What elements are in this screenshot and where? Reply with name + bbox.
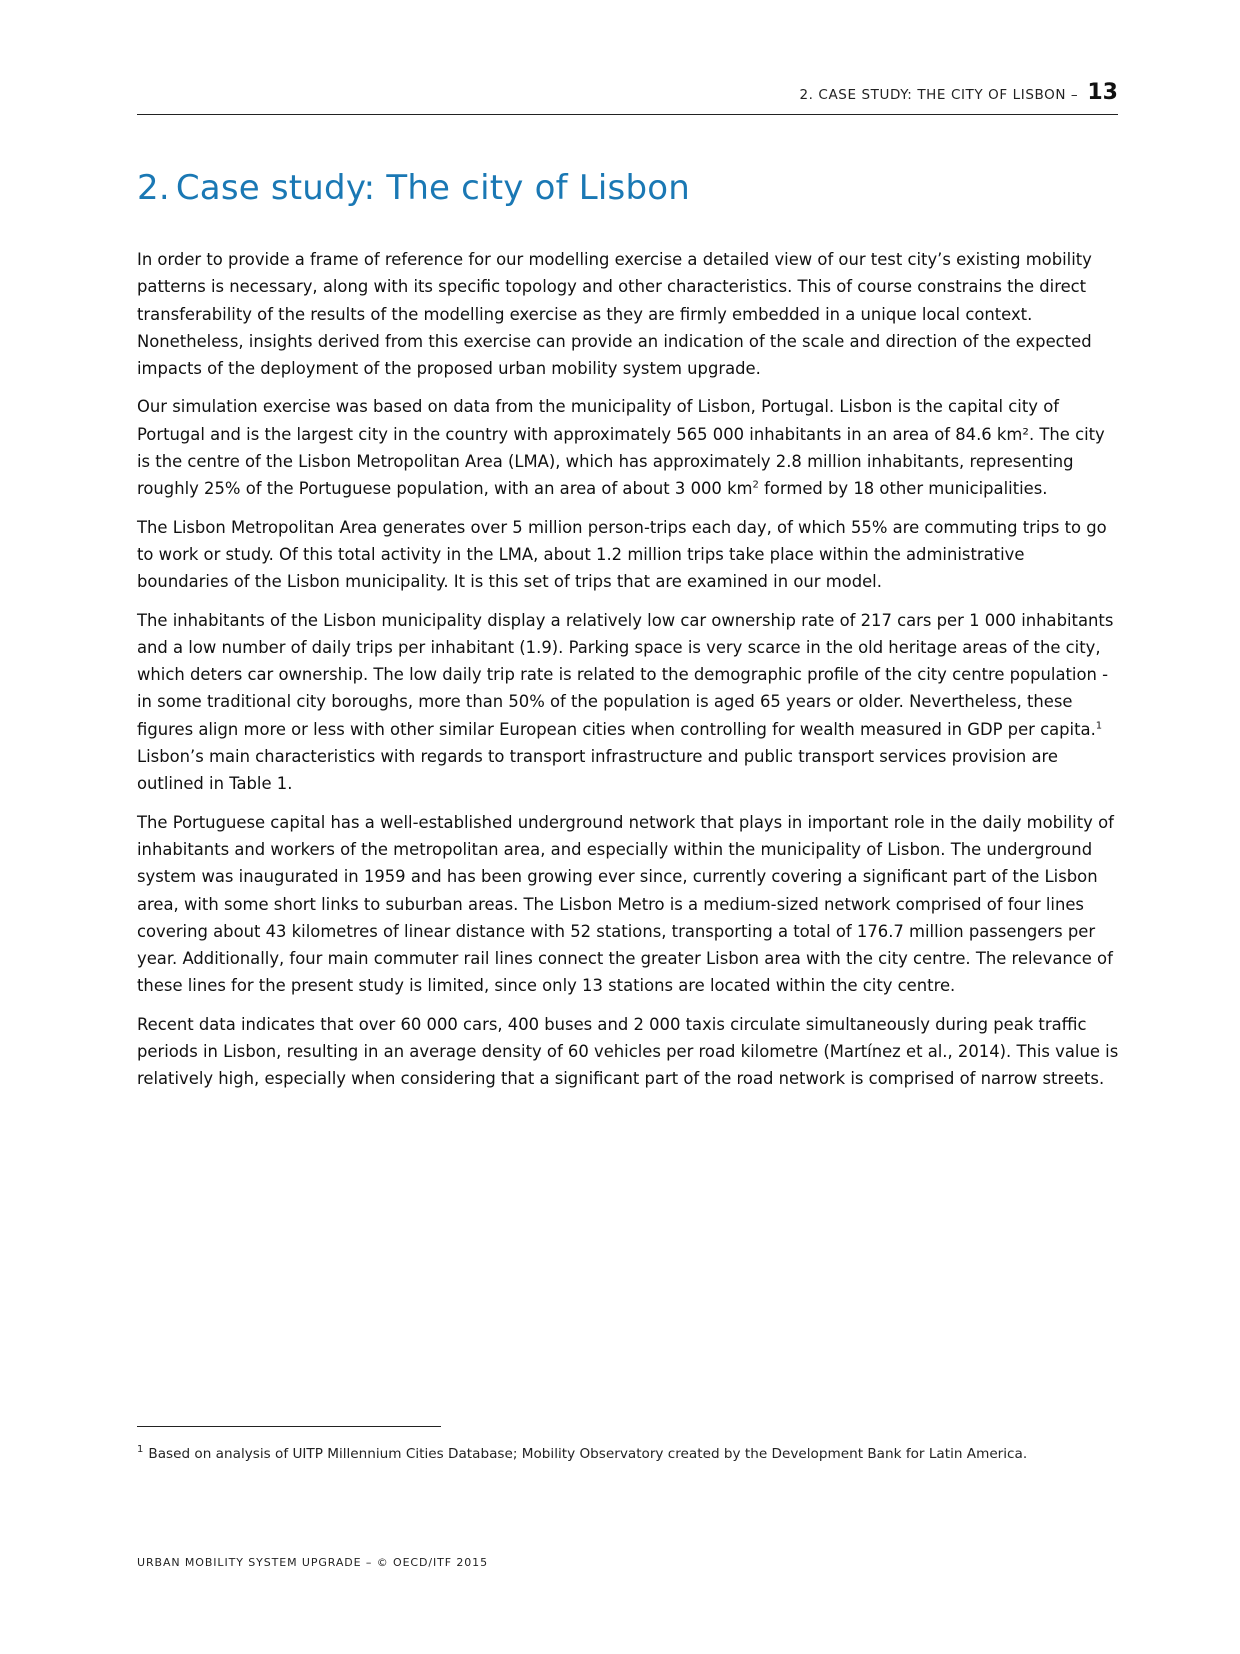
- footnote-1: [137, 1444, 1127, 1464]
- footnote-reference-1[interactable]: 1: [1095, 720, 1103, 732]
- superscript-squared: 2: [752, 479, 759, 491]
- paragraph-4-text-a: The inhabitants of the Lisbon municipality display a relatively low car ownership rate of 217 cars per 1 000 inhabitants and a low number of daily trips per inhabitant (1.9). Parking space is very scarce in the old heritage areas of the city, which deters car ownership. The low daily trip rate is related to the demographic profile of the city centre population - in some traditional city boroughs, more than 50% of the population is aged 65 years or older. Nevertheless, these figures align more or less with other similar European cities when controlling for wealth measured in GDP per capita.: [137, 610, 1114, 739]
- paragraph-4: [137, 607, 1121, 798]
- paragraph-6: Recent data indicates that over 60 000 cars, 400 buses and 2 000 taxis circulate simultaneously during peak traffic periods in Lisbon, resulting in an average density of 60 vehicles per road kilometre (Martínez et al., 2014). This value is relatively high, especially when considering that a significant part of the road network is comprised of narrow streets.: [137, 1014, 1119, 1089]
- chapter-number: 2.: [137, 168, 170, 208]
- chapter-title: [137, 168, 1118, 208]
- footnote-marker: 1: [137, 1444, 144, 1456]
- paragraph-3: The Lisbon Metropolitan Area generates over 5 million person-trips each day, of which 55% are commuting trips to go to work or study. Of this total activity in the LMA, about 1.2 million trips take place within the administrative boundaries of the Lisbon municipality. It is this set of trips that are examined in our model.: [137, 517, 1107, 592]
- running-header: [137, 80, 1118, 115]
- paragraph-1: In order to provide a frame of reference for our modelling exercise a detailed view of our test city’s existing mobility patterns is necessary, along with its specific topology and other characteristics. This of course constrains the direct transferability of the results of the modelling exercise as they are firmly embedded in a unique local context. Nonetheless, insights derived from this exercise can provide an indication of the scale and direction of the expected impacts of the deployment of the proposed urban mobility system upgrade.: [137, 250, 1092, 379]
- running-header-title: 2. CASE STUDY: THE CITY OF LISBON –: [799, 87, 1079, 103]
- paragraph-2-text-a: Our simulation exercise was based on data from the municipality of Lisbon, Portugal. Lisbon is the capital city of Portugal and is the largest city in the country with approximately 565 000 inhabitants in an area of 84.6 km². The city is the centre of the Lisbon Metropolitan Area (LMA), which has approximately 2.8 million inhabitants, representing roughly 25% of the Portuguese population, with an area of about 3 000 km: [137, 397, 1105, 499]
- chapter-title-text: Case study: The city of Lisbon: [175, 168, 691, 208]
- paragraph-2-text-b: formed by 18 other municipalities.: [758, 479, 1048, 499]
- body-text: [137, 246, 1121, 1104]
- footnote-divider: [137, 1426, 441, 1427]
- page-number: 13: [1087, 80, 1118, 105]
- paragraph-4-text-b: Lisbon’s main characteristics with regards to transport infrastructure and public transport services provision are outlined in Table 1.: [137, 747, 1058, 794]
- footnote-text: Based on analysis of UITP Millennium Cities Database; Mobility Observatory created by the Development Bank for Latin America.: [148, 1446, 1028, 1462]
- running-footer: URBAN MOBILITY SYSTEM UPGRADE – © OECD/ITF 2015: [137, 1556, 488, 1569]
- paragraph-2: [137, 393, 1121, 502]
- paragraph-5: The Portuguese capital has a well-established underground network that plays in important role in the daily mobility of inhabitants and workers of the metropolitan area, and especially within the municipality of Lisbon. The underground system was inaugurated in 1959 and has been growing ever since, currently covering a significant part of the Lisbon area, with some short links to suburban areas. The Lisbon Metro is a medium-sized network comprised of four lines covering about 43 kilometres of linear distance with 52 stations, transporting a total of 176.7 million passengers per year. Additionally, four main commuter rail lines connect the greater Lisbon area with the city centre. The relevance of these lines for the present study is limited, since only 13 stations are located within the city centre.: [137, 812, 1114, 996]
